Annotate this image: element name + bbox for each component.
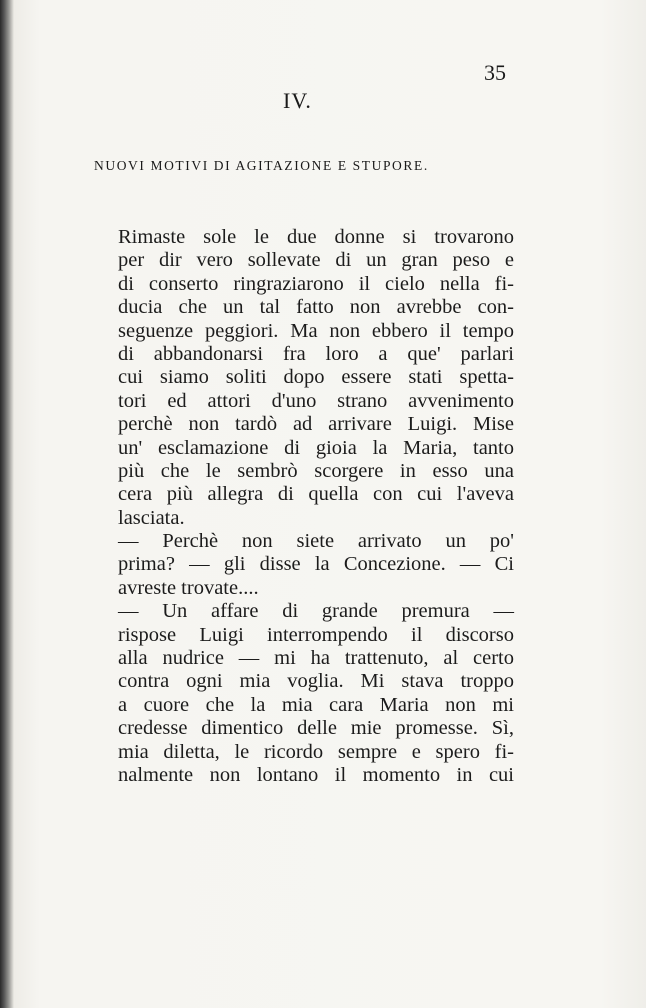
text-line: alla nudrice — mi ha trattenuto, al certo xyxy=(118,647,514,670)
text-line: ducia che un tal fatto non avrebbe con- xyxy=(118,296,514,319)
text-line: — Un affare di grande premura — xyxy=(118,600,514,623)
text-line: — Perchè non siete arrivato un po' xyxy=(118,530,514,553)
text-line: più che le sembrò scorgere in esso una xyxy=(118,459,514,482)
text-line: prima? — gli disse la Concezione. — Ci xyxy=(118,553,514,576)
text-line: contra ogni mia voglia. Mi stava troppo xyxy=(118,670,514,693)
text-line: a cuore che la mia cara Maria non mi xyxy=(118,693,514,716)
chapter-title: NUOVI MOTIVI DI AGITAZIONE E STUPORE. xyxy=(94,158,429,173)
page-number: 35 xyxy=(484,60,506,85)
text-line: nalmente non lontano il momento in cui xyxy=(118,763,514,786)
text-line: tori ed attori d'uno strano avvenimento xyxy=(118,389,514,412)
body-text xyxy=(118,226,514,787)
text-line: seguenze peggiori. Ma non ebbero il tempo xyxy=(118,319,514,342)
text-line: cui siamo soliti dopo essere stati spetta- xyxy=(118,366,514,389)
text-line: per dir vero sollevate di un gran peso e xyxy=(118,249,514,272)
text-line: di abbandonarsi fra loro a que' parlari xyxy=(118,342,514,365)
text-line: di conserto ringraziarono il cielo nella fi- xyxy=(118,272,514,295)
text-line: avreste trovate.... xyxy=(118,576,259,599)
book-spine-shadow xyxy=(0,0,14,1008)
text-line: un' esclamazione di gioia la Maria, tanto xyxy=(118,436,514,459)
text-line: Rimaste sole le due donne si trovarono xyxy=(118,226,514,248)
text-line: rispose Luigi interrompendo il discorso xyxy=(118,623,514,646)
text-line: perchè non tardò ad arrivare Luigi. Mise xyxy=(118,413,514,436)
text-line: mia diletta, le ricordo sempre e spero fi- xyxy=(118,740,514,763)
text-line: credesse dimentico delle mie promesse. Sì, xyxy=(118,717,514,740)
text-line: lasciata. xyxy=(118,506,185,529)
chapter-number: IV. xyxy=(283,88,312,113)
text-line: cera più allegra di quella con cui l'aveva xyxy=(118,483,514,506)
